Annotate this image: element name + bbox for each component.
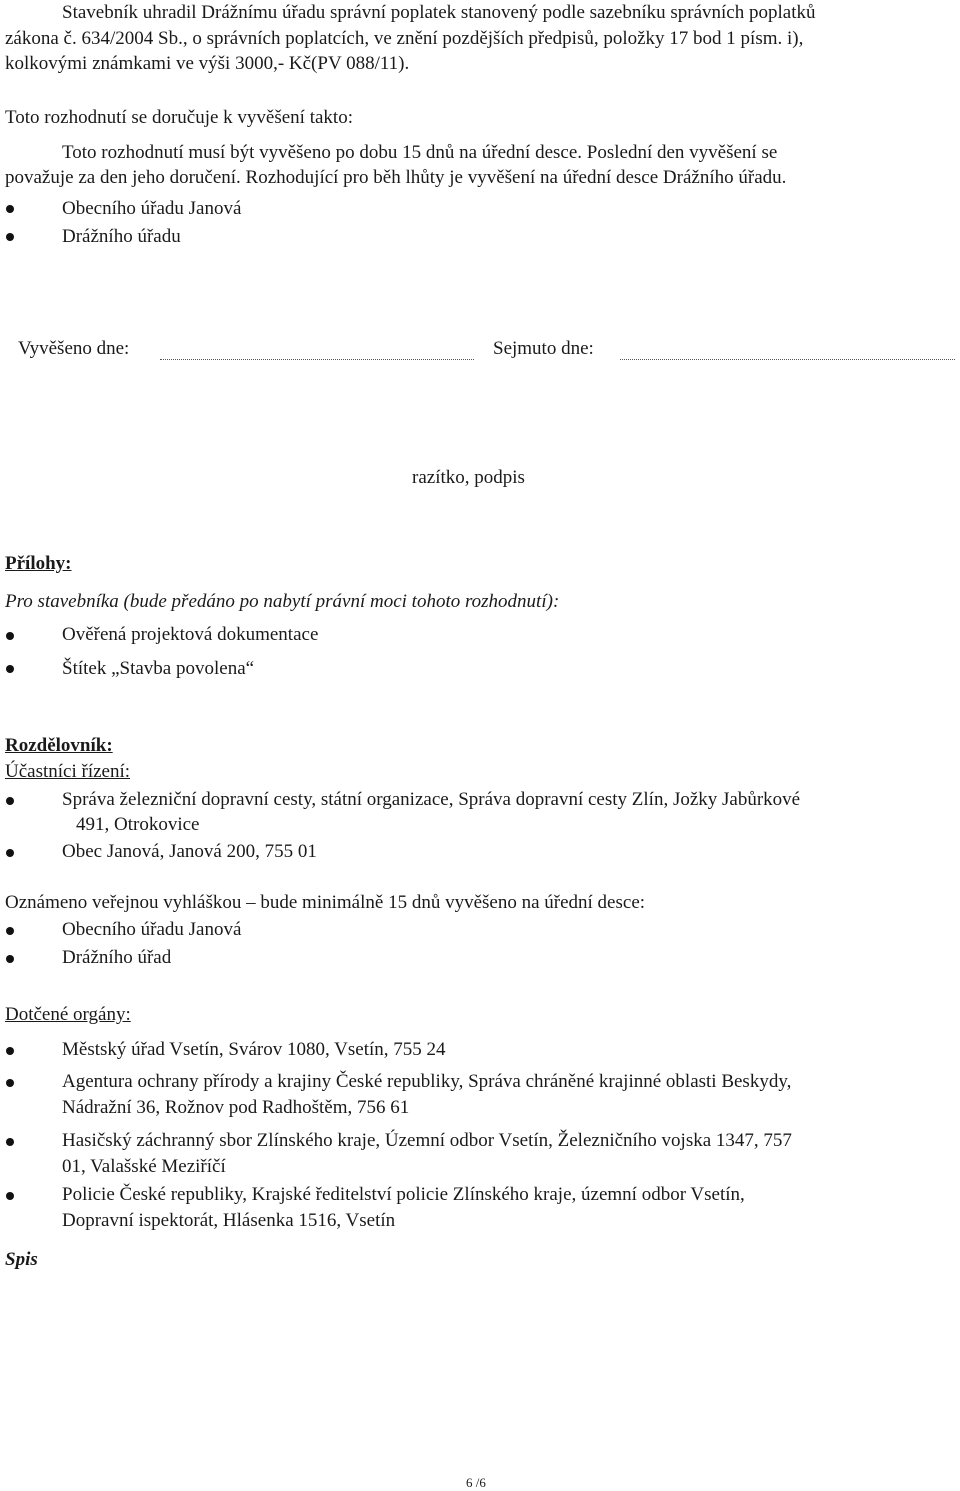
removed-label: Sejmuto dne: [493,338,594,359]
bullet-icon [6,205,14,213]
fee-line-1: Stavebník uhradil Drážnímu úřadu správní poplatek stanovený podle sazebníku správních poplatků [62,2,816,23]
page-number: 6 /6 [466,1475,486,1490]
bullet-icon [6,1047,14,1055]
removed-date-line [620,359,955,360]
fee-line-3: kolkovými známkami ve výši 3000,- Kč(PV 088/11). [5,53,410,74]
bullet-icon [6,927,14,935]
authority-2-line-2: Nádražní 36, Rožnov pod Radhoštěm, 756 61 [62,1097,410,1118]
spis-label: Spis [5,1249,38,1270]
delivery-heading: Toto rozhodnutí se doručuje k vyvěšení takto: [5,107,353,128]
bullet-icon [6,1192,14,1200]
participant-1-line-2: 491, Otrokovice [76,814,200,835]
bullet-icon [6,797,14,805]
attachments-heading: Přílohy: [5,553,72,574]
notice-item: Obecního úřadu Janová [62,919,242,940]
attachment-item: Štítek „Stavba povolena“ [62,658,255,679]
stamp-signature-label: razítko, podpis [412,467,525,488]
bullet-icon [6,632,14,640]
attachments-subheading: Pro stavebníka (bude předáno po nabytí právní moci tohoto rozhodnutí): [5,591,560,612]
bullet-icon [6,849,14,857]
delivery-para-line-2: považuje za den jeho doručení. Rozhodující pro běh lhůty je vyvěšení na úřední desce Drážního úřadu. [5,167,787,188]
bullet-icon [6,955,14,963]
authorities-label: Dotčené orgány: [5,1004,131,1025]
delivery-para-line-1: Toto rozhodnutí musí být vyvěšeno po dobu 15 dnů na úřední desce. Poslední den vyvěšení se [62,142,778,163]
authority-1: Městský úřad Vsetín, Svárov 1080, Vsetín, 755 24 [62,1039,446,1060]
authority-4-line-1: Policie České republiky, Krajské ředitelství policie Zlínského kraje, územní odbor Vsetín, [62,1184,745,1205]
distribution-heading: Rozdělovník: [5,735,113,756]
bullet-icon [6,1138,14,1146]
participants-label: Účastníci řízení: [5,761,131,782]
delivery-item: Obecního úřadu Janová [62,198,242,219]
bullet-icon [6,1079,14,1087]
authority-4-line-2: Dopravní ispektorát, Hlásenka 1516, Vsetín [62,1210,396,1231]
authority-3-line-2: 01, Valašské Meziříčí [62,1156,226,1177]
public-notice: Oznámeno veřejnou vyhláškou – bude minimálně 15 dnů vyvěšeno na úřední desce: [5,892,646,913]
participant-2: Obec Janová, Janová 200, 755 01 [62,841,317,862]
bullet-icon [6,233,14,241]
participant-1-line-1: Správa železniční dopravní cesty, státní organizace, Správa dopravní cesty Zlín, Jožky Jabůrkové [62,789,801,810]
fee-line-2: zákona č. 634/2004 Sb., o správních poplatcích, ve znění pozdějších předpisů, položky 17 bod 1 písm. i), [5,28,804,49]
authority-2-line-1: Agentura ochrany přírody a krajiny České republiky, Správa chráněné krajinné oblasti Beskydy, [62,1071,792,1092]
attachment-item: Ověřená projektová dokumentace [62,624,319,645]
bullet-icon [6,665,14,673]
delivery-item: Drážního úřadu [62,226,181,247]
notice-item: Drážního úřad [62,947,172,968]
posted-label: Vyvěšeno dne: [18,338,130,359]
posted-date-line [160,359,474,360]
authority-3-line-1: Hasičský záchranný sbor Zlínského kraje, Územní odbor Vsetín, Železničního vojska 1347, 757 [62,1130,792,1151]
